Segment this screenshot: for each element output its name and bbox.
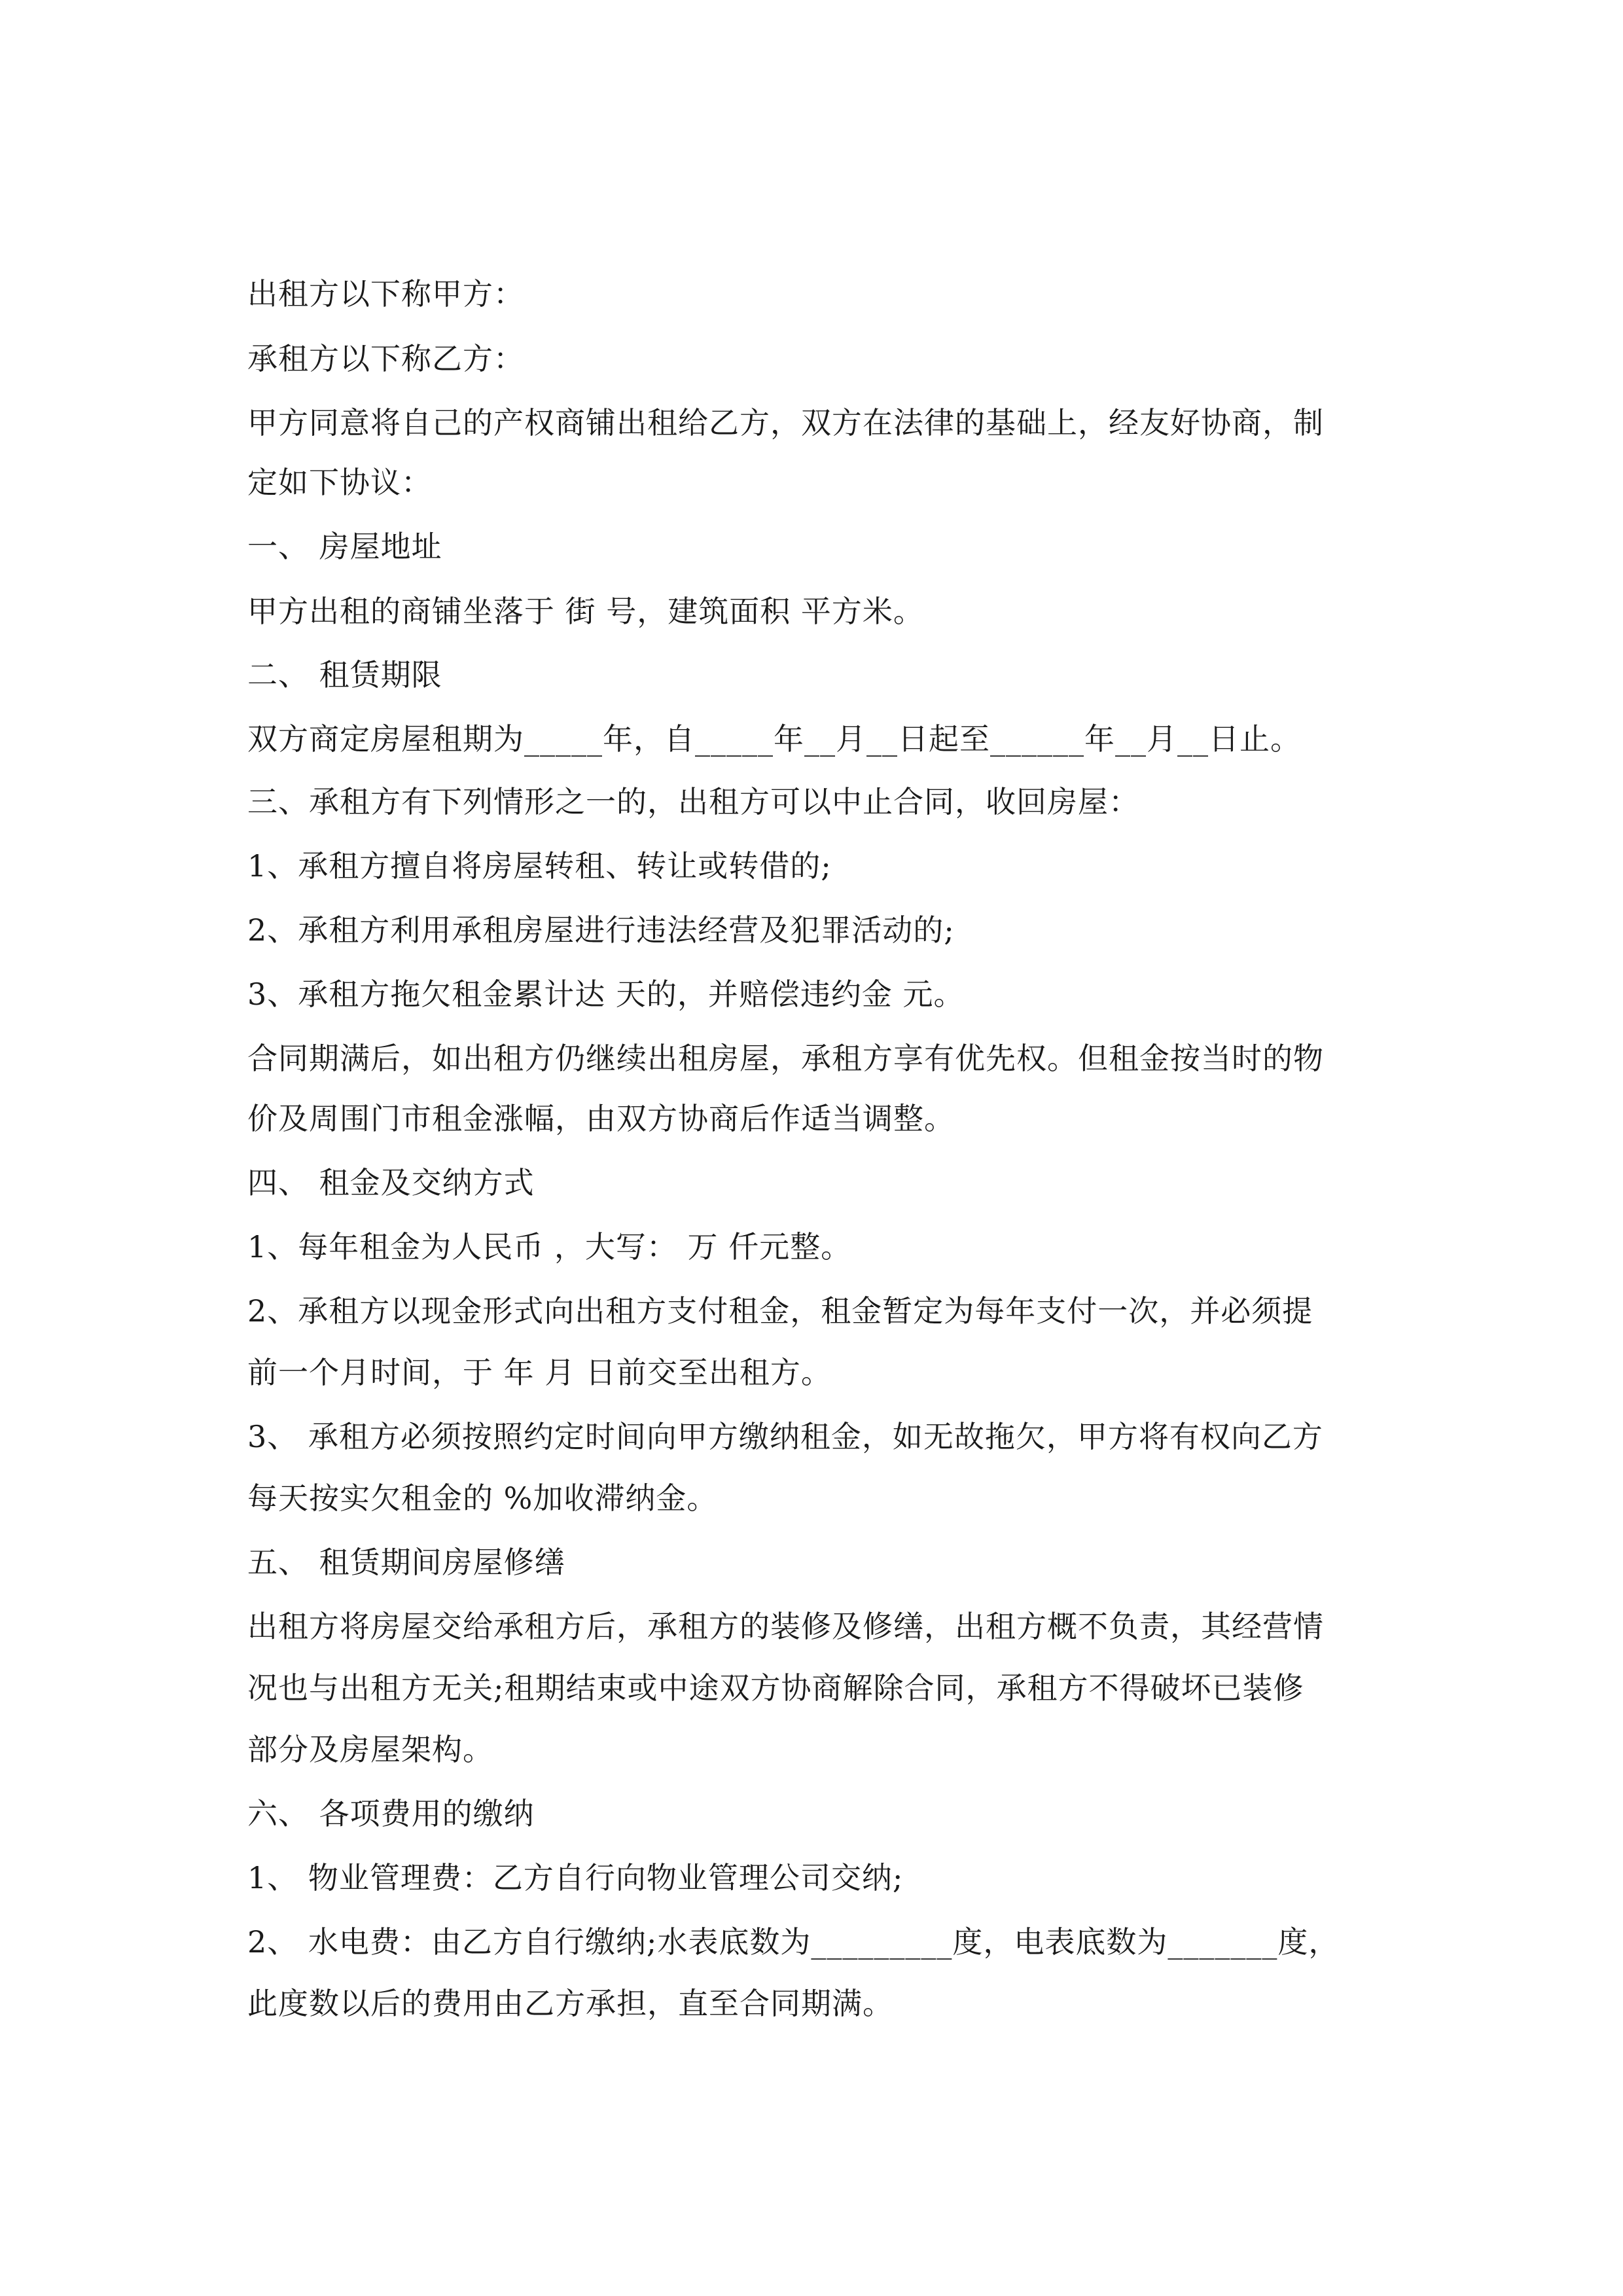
line-fees-1: 1、 物业管理费：乙方自行向物业管理公司交纳;	[247, 1860, 904, 1895]
line-termination-2: 2、承租方利用承租房屋进行违法经营及犯罪活动的;	[247, 912, 955, 948]
line-rent-2a: 2、承租方以现金形式向出租方支付租金，租金暂定为每年支付一次，并必须提	[247, 1293, 1313, 1329]
line-renewal-2: 价及周围门市租金涨幅，由双方协商后作适当调整。	[247, 1101, 955, 1136]
line-renewal-1: 合同期满后，如出租方仍继续出租房屋，承租方享有优先权。但租金按当时的物	[247, 1041, 1324, 1076]
section-heading-fees: 六、 各项费用的缴纳	[247, 1796, 535, 1831]
line-repairs-3: 部分及房屋架构。	[247, 1732, 493, 1767]
line-lessor: 出租方以下称甲方：	[247, 276, 524, 312]
line-termination-3: 3、承租方拖欠租金累计达 天的，并赔偿违约金 元。	[247, 977, 965, 1012]
line-address-detail: 甲方出租的商铺坐落于 街 号，建筑面积 平方米。	[247, 594, 924, 629]
line-rent-3b: 每天按实欠租金的 %加收滞纳金。	[247, 1480, 718, 1516]
section-heading-rent: 四、 租金及交纳方式	[247, 1165, 535, 1200]
line-termination-1: 1、承租方擅自将房屋转租、转让或转借的;	[247, 848, 832, 884]
line-lessee: 承租方以下称乙方：	[247, 341, 524, 376]
section-heading-term: 二、 租赁期限	[247, 657, 442, 692]
line-fees-2b: 此度数以后的费用由乙方承担，直至合同期满。	[247, 1986, 893, 2021]
section-heading-repairs: 五、 租赁期间房屋修缮	[247, 1545, 565, 1580]
line-repairs-2: 况也与出租方无关;租期结束或中途双方协商解除合同，承租方不得破坏已装修	[247, 1670, 1304, 1706]
line-preamble-2: 定如下协议：	[247, 465, 432, 500]
line-preamble-1: 甲方同意将自己的产权商铺出租给乙方，双方在法律的基础上，经友好协商，制	[247, 405, 1324, 440]
line-repairs-1: 出租方将房屋交给承租方后，承租方的装修及修缮，出租方概不负责，其经营情	[247, 1609, 1324, 1644]
section-heading-address: 一、 房屋地址	[247, 529, 442, 564]
line-rent-3a: 3、 承租方必须按照约定时间向甲方缴纳租金，如无故拖欠，甲方将有权向乙方	[247, 1419, 1323, 1454]
line-rent-1: 1、每年租金为人民币 ，大写： 万 仟元整。	[247, 1229, 852, 1265]
line-fees-2a: 2、 水电费：由乙方自行缴纳;水表底数为_________度，电表底数为_______度，	[247, 1924, 1340, 1960]
line-term-detail: 双方商定房屋租期为_____年，自_____年__月__日起至______年__月__日止。	[247, 721, 1301, 757]
line-rent-2b: 前一个月时间，于 年 月 日前交至出租方。	[247, 1355, 832, 1390]
section-heading-termination: 三、承租方有下列情形之一的，出租方可以中止合同，收回房屋：	[247, 784, 1139, 819]
